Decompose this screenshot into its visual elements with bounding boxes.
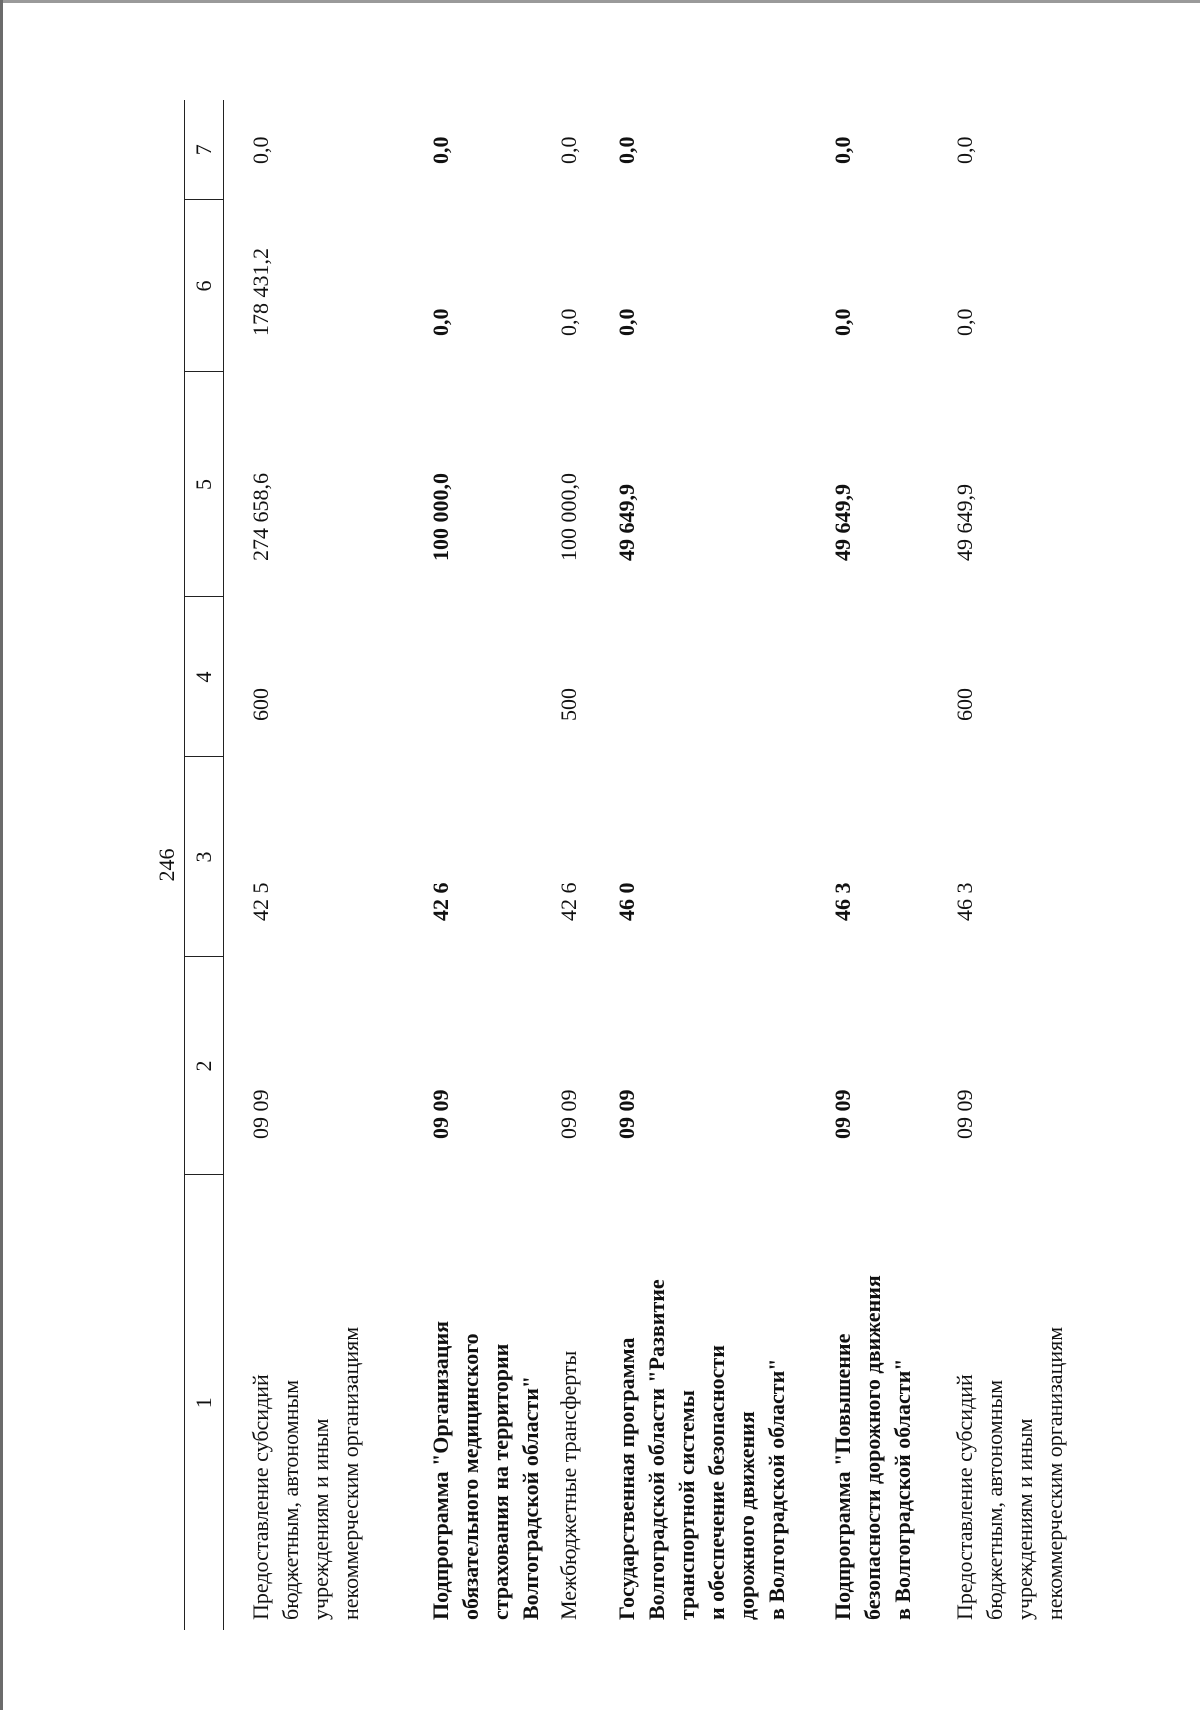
cell-amount: 49 649,9 (830, 484, 855, 561)
description-line: Волгоградской области" (518, 1375, 543, 1620)
description-line: в Волгоградской области" (890, 1358, 915, 1620)
header-col-6: 6 (185, 200, 224, 372)
cell-program: 42 6 (556, 882, 581, 921)
cell-expense-type: 600 (952, 688, 977, 721)
row-description (828, 1175, 950, 1630)
description-line: Предоставление субсидий (248, 1374, 273, 1620)
cell-amount: 100 000,0 (428, 473, 453, 561)
cell-amount: 49 649,9 (614, 484, 639, 561)
cell-amount-3: 0,0 (952, 136, 977, 164)
description-line: страхования на территории (488, 1343, 513, 1620)
scan-border-top (0, 0, 1200, 3)
cell-expense-type: 600 (248, 688, 273, 721)
cell-program: 46 3 (952, 882, 977, 921)
header-col-3: 3 (185, 757, 224, 957)
header-col-1: 1 (185, 1175, 224, 1630)
cell-expense-type (426, 597, 554, 757)
cell-program: 42 6 (428, 882, 453, 921)
row-description (950, 1175, 1100, 1630)
description-line: Государственная программа (614, 1337, 639, 1620)
cell-section: 09 09 (614, 1089, 639, 1139)
description-line: Подпрограмма "Организация (428, 1320, 453, 1620)
row-description (612, 1175, 828, 1630)
cell-amount-3: 0,0 (830, 136, 855, 164)
cell-section: 09 09 (556, 1089, 581, 1139)
header-col-4: 4 (185, 597, 224, 757)
cell-amount: 49 649,9 (952, 484, 977, 561)
description-line: некоммерческим организациям (338, 1326, 363, 1620)
cell-expense-type: 500 (556, 688, 581, 721)
table-row (554, 100, 612, 1630)
table-row (224, 100, 427, 1630)
description-line: транспортной системы (674, 1390, 699, 1620)
header-col-7: 7 (185, 100, 224, 200)
header-col-5: 5 (185, 372, 224, 597)
description-line: безопасности дорожного движения (860, 1275, 885, 1620)
cell-amount-3: 0,0 (556, 136, 581, 164)
cell-amount-3: 0,0 (428, 136, 453, 164)
cell-amount-2: 0,0 (952, 308, 977, 336)
cell-amount-2: 178 431,2 (248, 248, 273, 336)
cell-expense-type (828, 597, 950, 757)
description-line: дорожного движения (734, 1411, 759, 1620)
cell-amount-2: 0,0 (428, 308, 453, 336)
cell-amount-2: 0,0 (556, 308, 581, 336)
cell-amount-2: 0,0 (830, 308, 855, 336)
cell-amount-2: 0,0 (614, 308, 639, 336)
cell-section: 09 09 (248, 1089, 273, 1139)
cell-expense-type (612, 597, 828, 757)
header-col-2: 2 (185, 957, 224, 1175)
cell-program: 46 0 (614, 882, 639, 921)
description-line: учреждениям и иным (308, 1418, 333, 1620)
page-number: 246 (154, 848, 179, 882)
description-line: Подпрограмма "Повышение (830, 1333, 855, 1620)
cell-section: 09 09 (952, 1089, 977, 1139)
description-line: и обеспечение безопасности (704, 1345, 729, 1620)
description-line: Межбюджетные трансферты (556, 1350, 581, 1620)
description-line: бюджетным, автономным (982, 1379, 1007, 1620)
description-line: в Волгоградской области" (764, 1358, 789, 1620)
cell-amount-3: 0,0 (248, 136, 273, 164)
header-row (185, 100, 224, 1630)
rotated-page (152, 100, 1067, 1630)
table-row (828, 100, 950, 1630)
cell-section: 09 09 (830, 1089, 855, 1139)
cell-amount: 274 658,6 (248, 473, 273, 561)
scan-border-left (0, 0, 3, 1710)
row-description (224, 1175, 427, 1630)
description-line: Волгоградской области "Развитие (644, 1279, 669, 1620)
budget-table (184, 100, 1100, 1630)
cell-amount-3: 0,0 (614, 136, 639, 164)
table-row (950, 100, 1100, 1630)
cell-program: 46 3 (830, 882, 855, 921)
cell-program: 42 5 (248, 882, 273, 921)
description-line: учреждениям и иным (1012, 1418, 1037, 1620)
row-description (554, 1175, 612, 1630)
description-line: бюджетным, автономным (278, 1379, 303, 1620)
cell-section: 09 09 (428, 1089, 453, 1139)
cell-amount: 100 000,0 (556, 473, 581, 561)
description-line: Предоставление субсидий (952, 1374, 977, 1620)
description-line: обязательного медицинского (458, 1333, 483, 1620)
description-line: некоммерческим организациям (1042, 1326, 1067, 1620)
table-row (426, 100, 554, 1630)
table-row (612, 100, 828, 1630)
row-description (426, 1175, 554, 1630)
